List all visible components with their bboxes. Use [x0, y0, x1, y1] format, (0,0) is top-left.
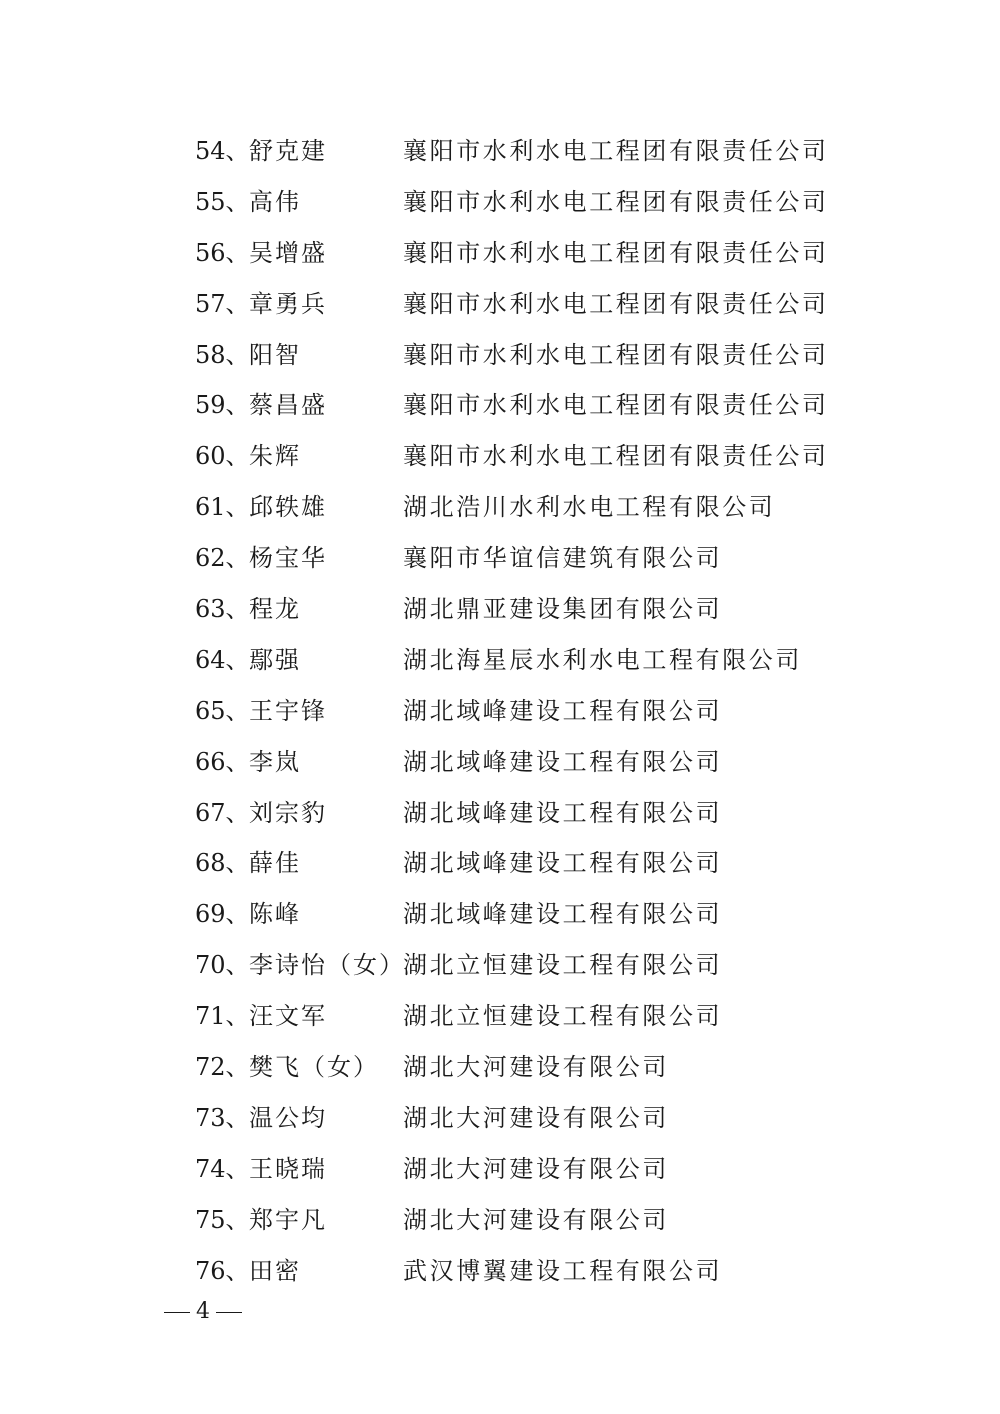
person-name: 蔡昌盛 — [249, 391, 327, 420]
list-item — [195, 1195, 895, 1246]
person-name: 高伟 — [249, 187, 301, 216]
company-name: 湖北域峰建设工程有限公司 — [403, 747, 723, 776]
list-item — [195, 228, 895, 279]
person-name: 汪文军 — [249, 1002, 327, 1031]
item-number: 73、 — [195, 1103, 250, 1132]
company-name: 襄阳市水利水电工程团有限责任公司 — [403, 137, 829, 165]
item-number: 72、 — [195, 1053, 250, 1082]
item-number: 70、 — [195, 951, 250, 980]
item-number: 71、 — [195, 1002, 250, 1031]
list-item — [195, 1144, 895, 1195]
company-name: 湖北鼎亚建设集团有限公司 — [403, 595, 723, 624]
item-number: 61、 — [195, 493, 250, 522]
item-number: 67、 — [195, 798, 250, 827]
person-name: 朱辉 — [249, 442, 301, 471]
list-item — [195, 1042, 895, 1093]
item-number: 60、 — [195, 442, 250, 471]
company-name: 湖北域峰建设工程有限公司 — [403, 849, 723, 878]
person-name: 邱轶雄 — [249, 493, 327, 522]
item-number: 75、 — [195, 1205, 250, 1234]
company-name: 湖北大河建设有限公司 — [403, 1103, 669, 1132]
person-name: 鄢强 — [249, 645, 301, 674]
list-item — [195, 686, 895, 737]
list-item — [195, 737, 895, 788]
company-name: 襄阳市水利水电工程团有限责任公司 — [403, 391, 829, 420]
list-item — [195, 584, 895, 635]
person-name: 温公均 — [249, 1103, 327, 1132]
company-name: 襄阳市水利水电工程团有限责任公司 — [403, 187, 829, 216]
item-number: 63、 — [195, 595, 250, 624]
item-number: 55、 — [195, 187, 250, 216]
footer-dash-left — [164, 1312, 190, 1313]
item-number: 74、 — [195, 1154, 250, 1183]
company-name: 湖北域峰建设工程有限公司 — [403, 696, 723, 725]
company-name: 湖北浩川水利水电工程有限公司 — [403, 493, 776, 522]
item-number: 65、 — [195, 696, 250, 725]
company-name: 襄阳市水利水电工程团有限责任公司 — [403, 289, 829, 318]
item-number: 62、 — [195, 544, 250, 573]
person-name: 王晓瑞 — [249, 1154, 327, 1183]
page-number: 4 — [196, 1299, 210, 1324]
person-name: 程龙 — [249, 595, 301, 624]
company-name: 湖北立恒建设工程有限公司 — [403, 951, 723, 980]
person-name: 李岚 — [249, 747, 301, 776]
person-name: 薛佳 — [249, 849, 301, 878]
person-name: 刘宗豹 — [249, 798, 327, 827]
footer-dash-right — [216, 1312, 242, 1313]
person-name: 吴增盛 — [249, 238, 327, 267]
list-item — [195, 380, 895, 431]
page-footer — [158, 1297, 248, 1327]
list-item — [195, 635, 895, 686]
company-name: 湖北大河建设有限公司 — [403, 1205, 669, 1234]
person-name: 陈峰 — [249, 900, 301, 929]
person-name: 王宇锋 — [249, 696, 327, 725]
list-item — [195, 991, 895, 1042]
list-item — [195, 1093, 895, 1144]
person-name: 杨宝华 — [249, 544, 327, 573]
list-item — [195, 279, 895, 330]
company-name: 湖北大河建设有限公司 — [403, 1154, 669, 1183]
company-name: 襄阳市华谊信建筑有限公司 — [403, 544, 723, 573]
company-name: 襄阳市水利水电工程团有限责任公司 — [403, 340, 829, 369]
item-number: 64、 — [195, 645, 250, 674]
person-name: 田密 — [249, 1256, 301, 1285]
person-name: 樊飞（女） — [249, 1053, 379, 1082]
list-item — [195, 889, 895, 940]
item-number: 76、 — [195, 1256, 250, 1285]
person-name: 舒克建 — [249, 137, 327, 165]
company-name: 湖北大河建设有限公司 — [403, 1053, 669, 1082]
list-item — [195, 177, 895, 228]
list-item — [195, 533, 895, 584]
company-name: 武汉博翼建设工程有限公司 — [403, 1256, 723, 1285]
company-name: 襄阳市水利水电工程团有限责任公司 — [403, 238, 829, 267]
item-number: 57、 — [195, 289, 250, 318]
company-name: 湖北海星辰水利水电工程有限公司 — [403, 645, 802, 674]
item-number: 66、 — [195, 747, 250, 776]
list-item — [195, 330, 895, 381]
person-name: 郑宇凡 — [249, 1205, 327, 1234]
item-number: 68、 — [195, 849, 250, 878]
list-item — [195, 1246, 895, 1297]
list-item — [195, 482, 895, 533]
item-number: 69、 — [195, 900, 250, 929]
list-item — [195, 940, 895, 991]
company-name: 湖北立恒建设工程有限公司 — [403, 1002, 723, 1031]
list-item — [195, 788, 895, 839]
item-number: 59、 — [195, 391, 250, 420]
person-name: 章勇兵 — [249, 289, 327, 318]
item-number: 56、 — [195, 238, 250, 267]
list-item — [195, 126, 895, 177]
person-name: 李诗怡（女） — [249, 951, 405, 980]
item-number: 58、 — [195, 340, 250, 369]
company-name: 湖北域峰建设工程有限公司 — [403, 900, 723, 929]
person-name: 阳智 — [249, 340, 301, 369]
item-number: 54、 — [195, 137, 250, 165]
list-item — [195, 431, 895, 482]
name-list — [195, 126, 895, 1296]
company-name: 湖北域峰建设工程有限公司 — [403, 798, 723, 827]
list-item — [195, 838, 895, 889]
company-name: 襄阳市水利水电工程团有限责任公司 — [403, 442, 829, 471]
